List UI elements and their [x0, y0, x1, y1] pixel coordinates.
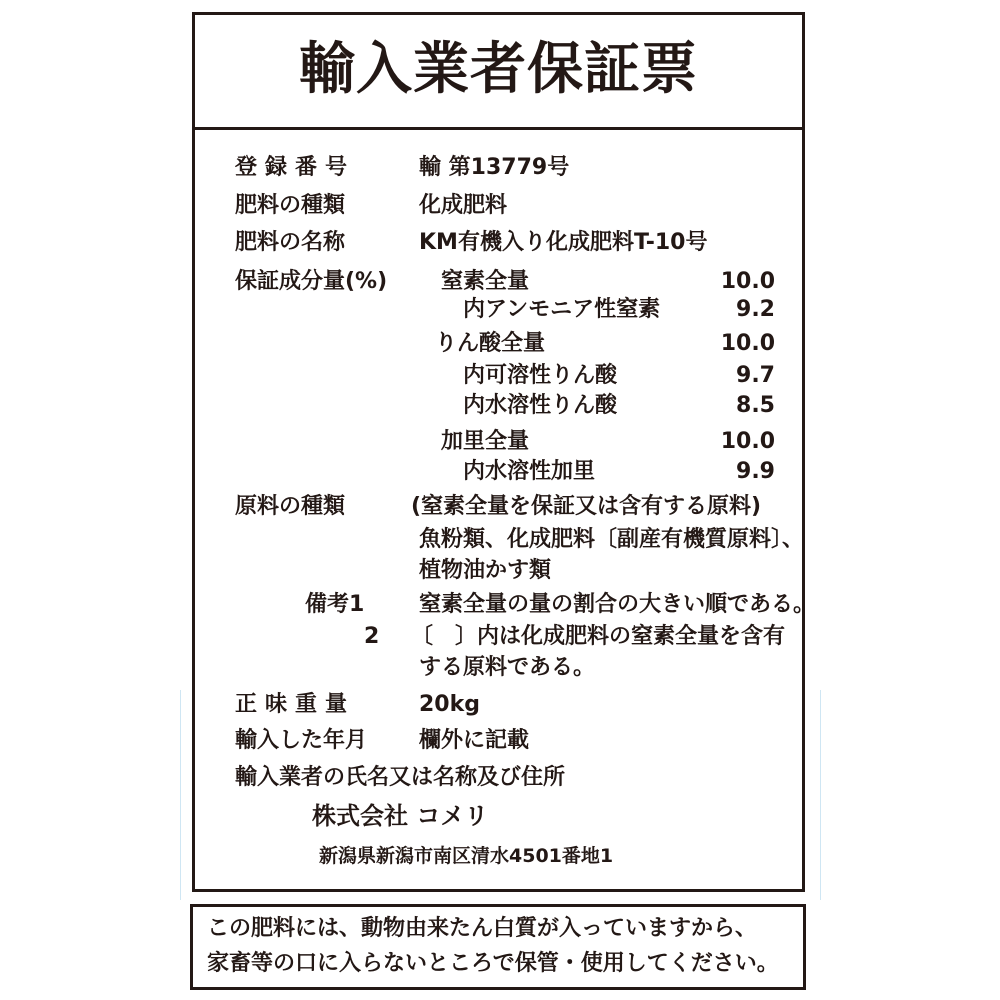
- guarantee-label-box: [192, 12, 816, 892]
- guarantee-label: 保証成分量(%): [235, 269, 388, 294]
- component-value: 10.0: [720, 269, 775, 294]
- component-value: 9.7: [736, 363, 775, 388]
- warning-line: この肥料には、動物由来たん白質が入っていますから、: [207, 916, 758, 941]
- fertilizer-name-label: 肥料の名称: [235, 230, 346, 255]
- component-name: 加里全量: [441, 429, 530, 454]
- remarks-number2: 2: [364, 624, 380, 649]
- raw-materials-line: (窒素全量を保証又は含有する原料): [411, 494, 762, 519]
- component-value: 10.0: [720, 331, 775, 356]
- remarks-note2-line1: 〔 〕内は化成肥料の窒素全量を含有: [411, 624, 786, 649]
- remarks-label: 備考1: [305, 592, 365, 617]
- component-value: 9.2: [736, 297, 775, 322]
- fertilizer-name-value: KM有機入り化成肥料T-10号: [419, 230, 708, 255]
- importer-company: 株式会社 コメリ: [312, 802, 489, 830]
- component-name: 内可溶性りん酸: [463, 363, 618, 388]
- decorative-line-right: [820, 690, 821, 900]
- warning-line: 家畜等の口に入らないところで保管・使用してください。: [207, 951, 779, 976]
- component-name: 内水溶性りん酸: [463, 393, 618, 418]
- fertilizer-type-label: 肥料の種類: [235, 193, 346, 218]
- raw-materials-line: 魚粉類、化成肥料〔副産有機質原料〕、: [419, 527, 805, 552]
- component-name: 窒素全量: [441, 269, 530, 294]
- component-name: 内アンモニア性窒素: [463, 297, 661, 322]
- component-value: 8.5: [736, 393, 775, 418]
- component-name: 内水溶性加里: [463, 459, 596, 484]
- import-date-label: 輸入した年月: [235, 728, 368, 753]
- registration-value: 輸 第13779号: [419, 155, 570, 180]
- importer-label: 輸入業者の氏名又は名称及び住所: [235, 765, 566, 790]
- warning-box: [190, 904, 806, 990]
- component-value: 10.0: [720, 429, 775, 454]
- component-value: 9.9: [736, 459, 775, 484]
- remarks-note2-line2: する原料である。: [419, 655, 596, 680]
- registration-label: 登録番号: [235, 155, 356, 180]
- importer-address: 新潟県新潟市南区清水4501番地1: [319, 845, 614, 867]
- net-weight-label: 正味重量: [235, 692, 356, 717]
- net-weight-value: 20kg: [419, 692, 480, 717]
- decorative-line-left: [180, 690, 181, 900]
- raw-materials-label: 原料の種類: [235, 494, 346, 519]
- page-title: 輸入業者保証票: [299, 37, 698, 102]
- raw-materials-line: 植物油かす類: [419, 558, 552, 583]
- remarks-note1: 窒素全量の量の割合の大きい順である。: [419, 592, 816, 617]
- fertilizer-type-value: 化成肥料: [419, 193, 508, 218]
- component-name: りん酸全量: [435, 331, 546, 356]
- title-bar: [195, 15, 802, 130]
- import-date-value: 欄外に記載: [419, 728, 530, 753]
